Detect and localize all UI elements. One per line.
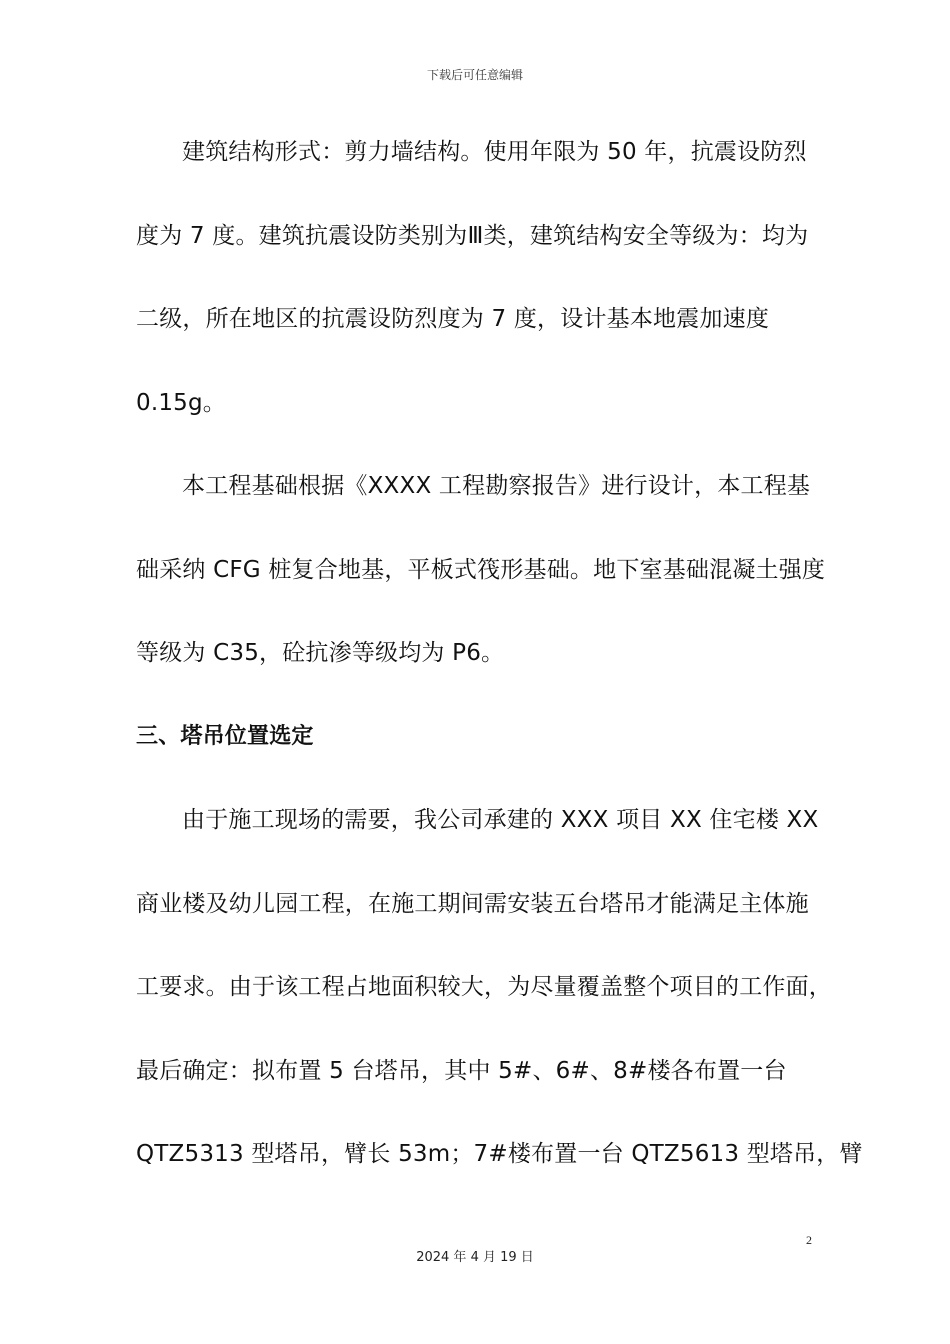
paragraph-line: 建筑结构形式：剪力墙结构。使用年限为 50 年，抗震设防烈	[182, 139, 807, 165]
paragraph-line: 工要求。由于该工程占地面积较大，为尽量覆盖整个项目的工作面，	[136, 974, 832, 1000]
paragraph-line: 由于施工现场的需要，我公司承建的 XXX 项目 XX 住宅楼 XX	[182, 807, 819, 833]
paragraph-line: 二级，所在地区的抗震设防烈度为 7 度，设计基本地震加速度	[136, 306, 770, 332]
section-heading: 三、塔吊位置选定	[136, 723, 314, 749]
paragraph-line: 最后确定：拟布置 5 台塔吊，其中 5#、6#、8#楼各布置一台	[136, 1057, 787, 1084]
paragraph-line: QTZ5313 型塔吊，臂长 53m；7#楼布置一台 QTZ5613 型塔吊，臂	[136, 1141, 863, 1167]
paragraph-line: 0.15g。	[136, 389, 227, 416]
paragraph-line: 等级为 C35，砼抗渗等级均为 P6。	[136, 640, 505, 666]
paragraph-line: 本工程基础根据《XXXX 工程勘察报告》进行设计，本工程基	[182, 473, 811, 499]
paragraph-line: 础采纳 CFG 桩复合地基，平板式筏形基础。地下室基础混凝土强度	[136, 556, 826, 583]
footer-date: 2024 年 4 月 19 日	[416, 1250, 534, 1265]
page-number: 2	[806, 1233, 812, 1247]
paragraph-line: 度为 7 度。建筑抗震设防类别为Ⅲ类，建筑结构安全等级为：均为	[136, 222, 809, 249]
paragraph-line: 商业楼及幼儿园工程，在施工期间需安装五台塔吊才能满足主体施	[136, 890, 809, 917]
body-text	[136, 128, 863, 1214]
header-note: 下载后可任意编辑	[426, 68, 523, 82]
